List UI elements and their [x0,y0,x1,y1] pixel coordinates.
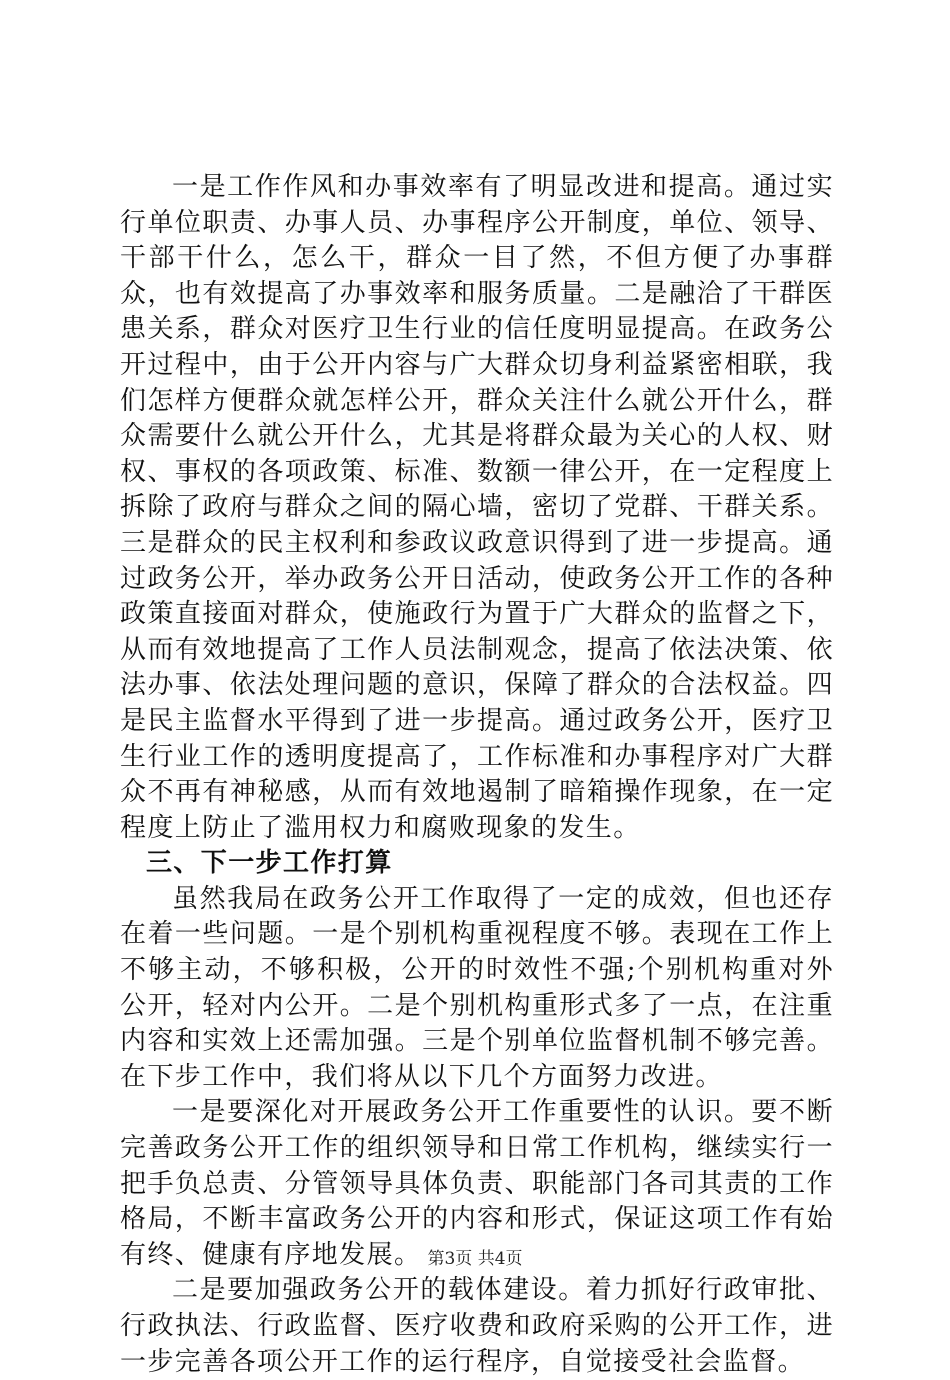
page-number-footer: 第3页 共4页 [427,1249,523,1269]
body-paragraph-achievements: 一是工作作风和办事效率有了明显改进和提高。通过实行单位职责、办事人员、办事程序公开制度，单位、领导、干部干什么，怎么干，群众一目了然，不但方便了办事群众，也有效提高了办事效率和服务质量。二是融洽了干群医患关系，群众对医疗卫生行业的信任度明显提高。在政务公开过程中，由于公开内容与广大群众切身利益紧密相联，我们怎样方便群众就怎样公开，群众关注什么就公开什么，群众需要什么就公开什么，尤其是将群众最为关心的人权、财权、事权的各项政策、标准、数额一律公开，在一定程度上拆除了政府与群众之间的隔心墙，密切了党群、干群关系。三是群众的民主权利和参政议政意识得到了进一步提高。通过政务公开，举办政务公开日活动，使政务公开工作的各种政策直接面对群众，使施政行为置于广大群众的监督之下，从而有效地提高了工作人员法制观念，提高了依法决策、依法办事、依法处理问题的意识，保障了群众的合法权益。四是民主监督水平得到了进一步提高。通过政务公开，医疗卫生行业工作的透明度提高了，工作标准和办事程序对广大群众不再有神秘感，从而有效地遏制了暗箱操作现象，在一定程度上防止了滥用权力和腐败现象的发生。 [120,172,834,843]
body-paragraph-measure-2: 二是要加强政务公开的载体建设。着力抓好行政审批、行政执法、行政监督、医疗收费和政府采购的公开工作，进一步完善各项公开工作的运行程序，自觉接受社会监督。 [120,1275,834,1377]
body-paragraph-problems: 虽然我局在政务公开工作取得了一定的成效，但也还存在着一些问题。一是个别机构重视程度不够。表现在工作上不够主动，不够积极，公开的时效性不强;个别机构重对外公开，轻对内公开。二是个别机构重形式多了一点，在注重内容和实效上还需加强。三是个别单位监督机制不够完善。在下步工作中，我们将从以下几个方面努力改进。 [120,883,834,1092]
body-paragraph-measure-1: 一是要深化对开展政务公开工作重要性的认识。要不断完善政务公开工作的组织领导和日常工作机构，继续实行一把手负总责、分管领导具体负责、职能部门各司其责的工作格局，不断丰富政务公开的内容和形式，保证这项工作有始有终、健康有序地发展。 [120,1097,834,1270]
document-body [120,170,834,1380]
section-heading-next-steps: 三、下一步工作打算 [146,848,393,879]
